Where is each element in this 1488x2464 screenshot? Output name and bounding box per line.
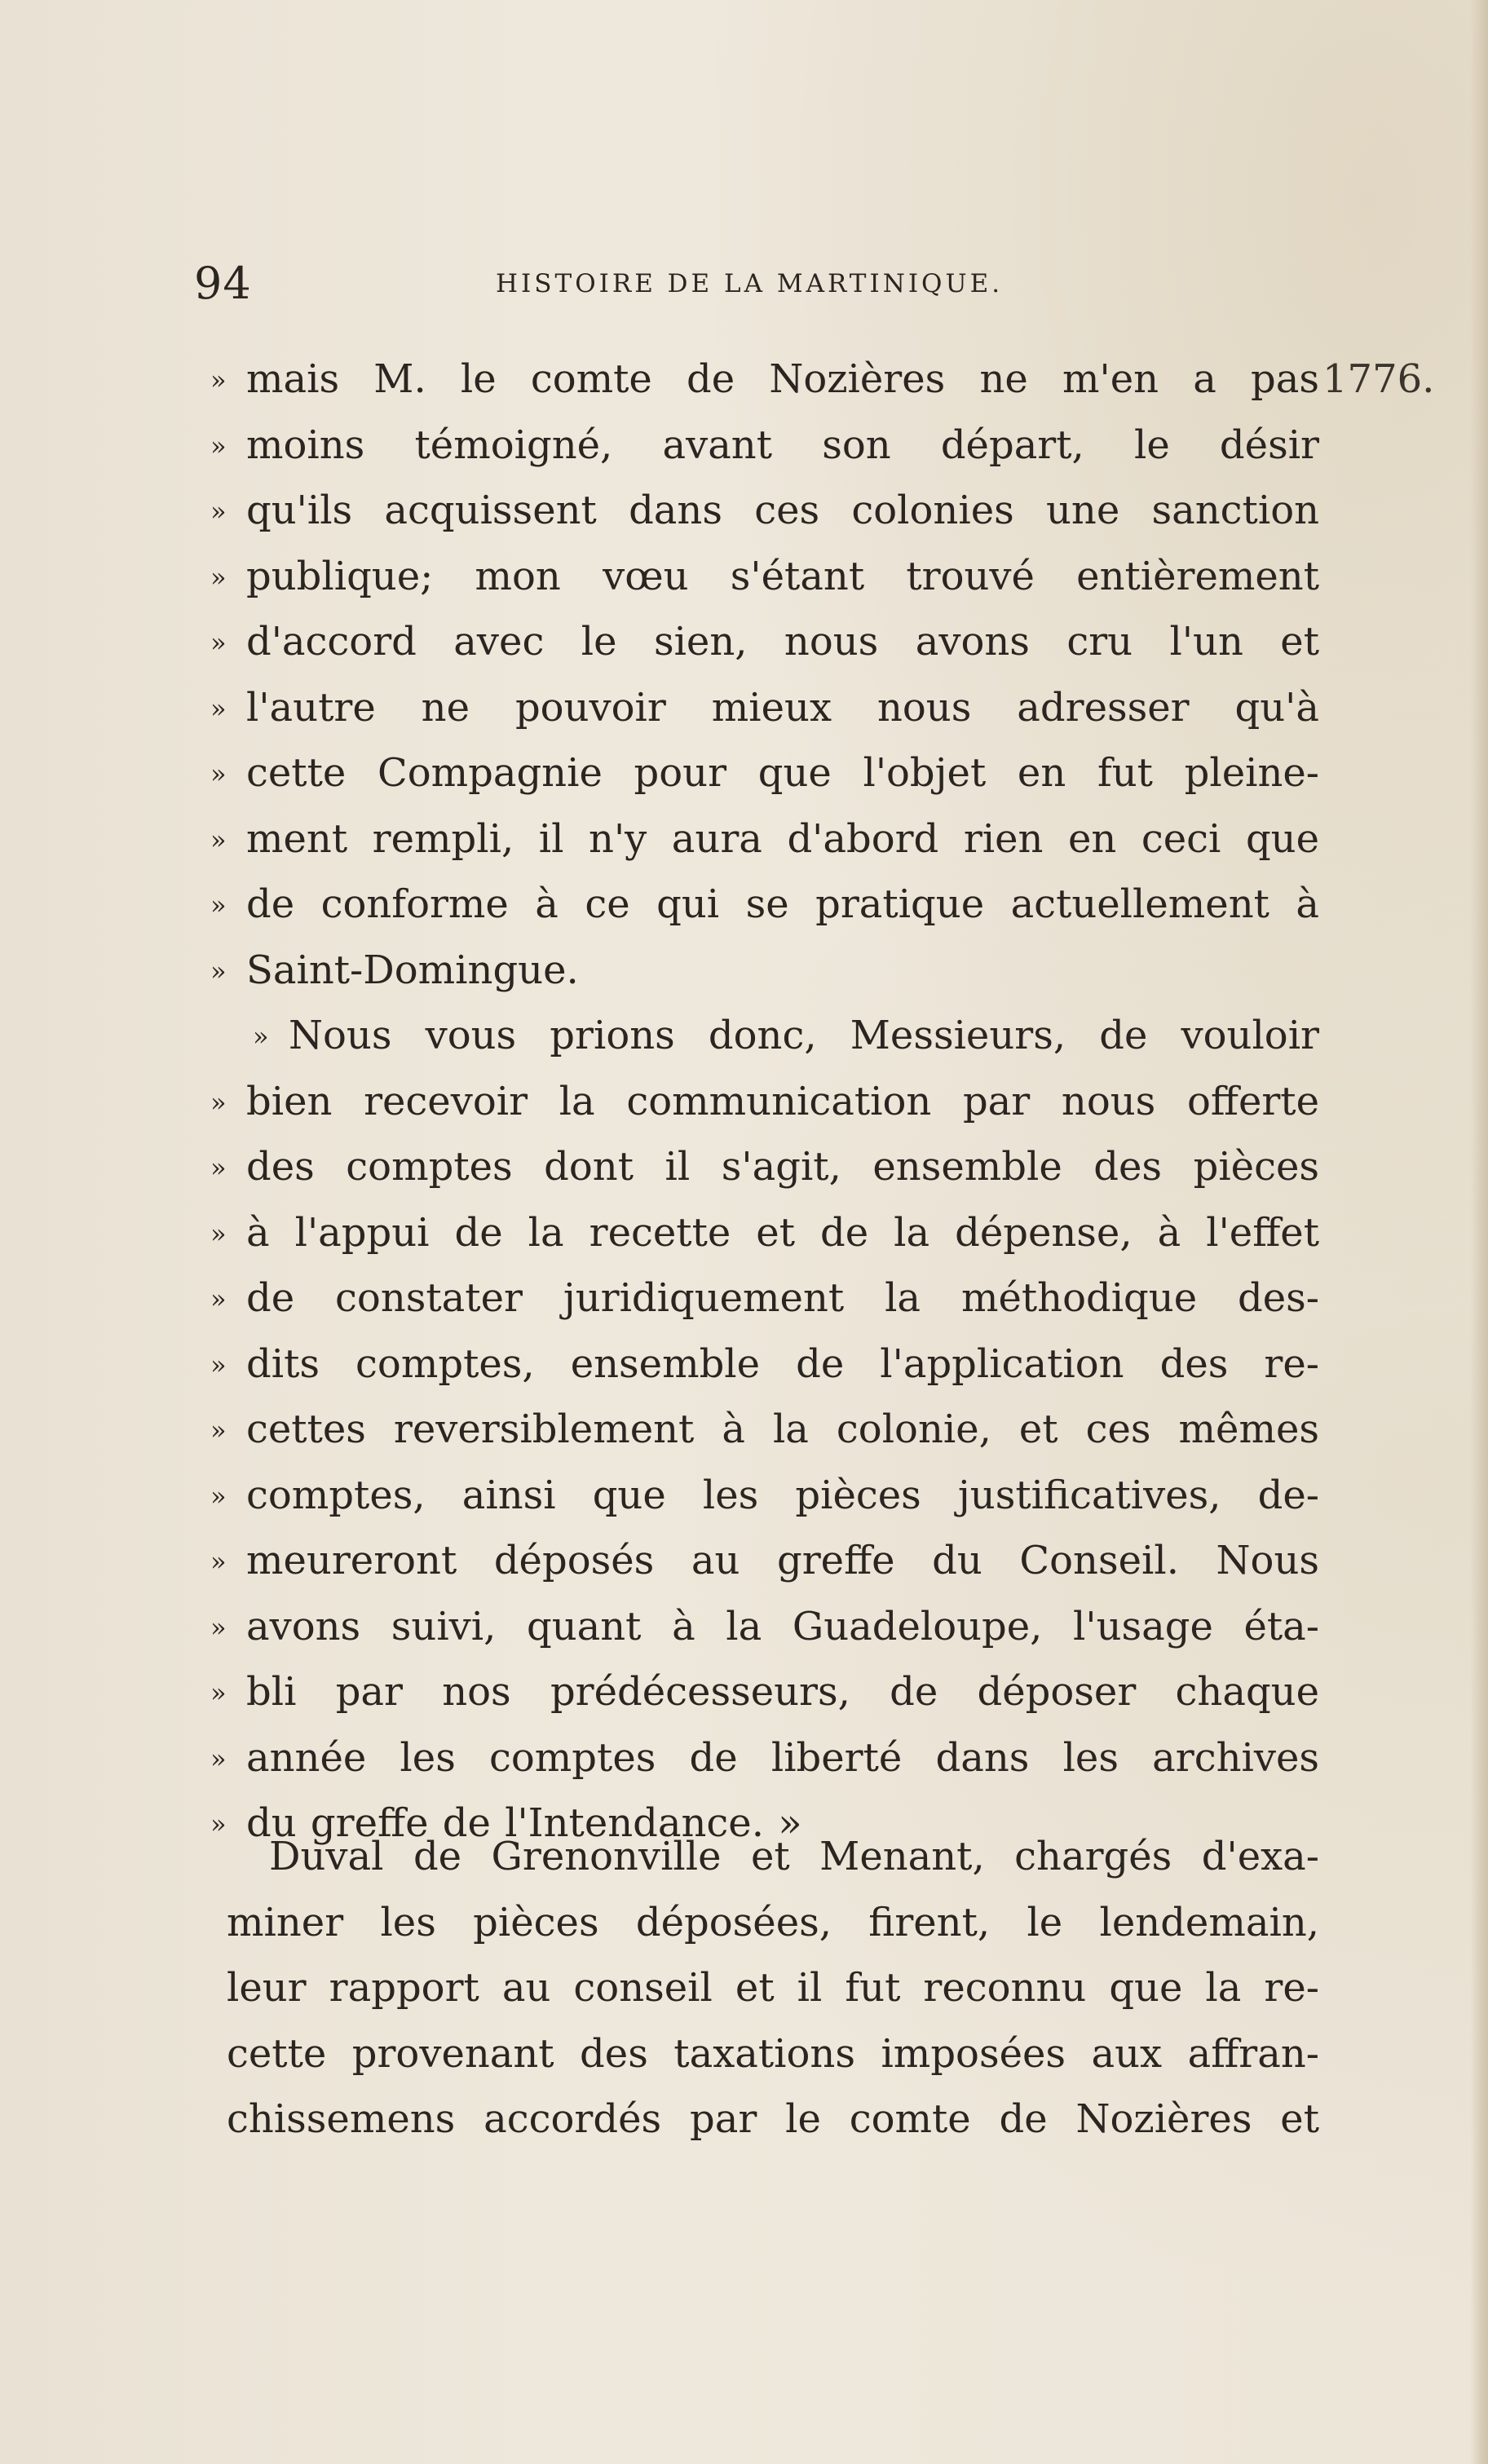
quote-mark: » <box>210 1217 227 1249</box>
page-number: 94 <box>194 258 252 309</box>
line-text: de constater juridiquement la méthodique des- <box>246 1275 1319 1321</box>
line-text: Saint-Domingue. <box>246 947 579 993</box>
line-text: avons suivi, quant à la Guadeloupe, l'usage éta- <box>246 1603 1319 1649</box>
quote-mark: » <box>210 692 227 724</box>
line-text: bien recevoir la communication par nous offerte <box>246 1078 1319 1124</box>
line-text: publique; mon vœu s'étant trouvé entièrement <box>246 553 1319 599</box>
text-line <box>210 417 1319 483</box>
line-text: qu'ils acquissent dans ces colonies une sanction <box>246 488 1319 533</box>
line-text: ment rempli, il n'y aura d'abord rien en ceci que <box>246 815 1319 862</box>
line-text: cettes reversiblement à la colonie, et ces mêmes <box>246 1406 1319 1452</box>
line-text: meureront déposés au greffe du Conseil. Nous <box>246 1538 1319 1583</box>
quote-mark: » <box>210 1742 227 1774</box>
text-line <box>210 1336 1319 1402</box>
text-line <box>210 548 1319 614</box>
quote-mark: » <box>210 1349 227 1380</box>
text-line: cette provenant des taxations imposées aux affran- <box>227 2030 1319 2077</box>
text-line: chissemens accordés par le comte de Nozières et <box>227 2096 1319 2142</box>
text-line <box>210 351 1319 417</box>
quote-mark: » <box>210 824 227 855</box>
running-title: HISTOIRE DE LA MARTINIQUE. <box>496 269 1004 298</box>
text-line <box>210 1663 1319 1729</box>
page-header <box>194 259 1172 308</box>
quote-mark: » <box>210 364 227 395</box>
quote-mark: » <box>210 1086 227 1118</box>
line-text: de conforme à ce qui se pratique actuellement à <box>246 881 1319 927</box>
line-text: année les comptes de liberté dans les archives <box>246 1734 1319 1781</box>
quote-mark: » <box>210 496 227 527</box>
text-line: miner les pièces déposées, firent, le lendemain, <box>227 1899 1319 1945</box>
line-text: moins témoigné, avant son départ, le désir <box>246 422 1319 468</box>
quote-mark: » <box>210 1808 227 1839</box>
line-text: bli par nos prédécesseurs, de déposer chaque <box>246 1669 1319 1715</box>
quote-mark: » <box>210 627 227 658</box>
quote-mark: » <box>210 1152 227 1183</box>
quote-mark: » <box>253 1021 269 1052</box>
quote-mark: » <box>210 890 227 921</box>
text-line: Duval de Grenonville et Menant, chargés d'exa- <box>269 1834 1319 1879</box>
quote-mark: » <box>210 1677 227 1708</box>
text-line <box>210 613 1319 679</box>
line-text: l'autre ne pouvoir mieux nous adresser qu'à <box>246 684 1319 731</box>
text-line <box>210 1073 1319 1139</box>
text-line <box>210 1532 1319 1598</box>
text-line: leur rapport au conseil et il fut reconnu que la re- <box>227 1965 1319 2011</box>
text-line <box>210 744 1319 810</box>
text-line <box>210 1204 1319 1270</box>
text-line <box>210 1598 1319 1664</box>
text-line <box>210 876 1319 942</box>
text-line <box>210 1729 1319 1795</box>
quote-mark: » <box>210 1283 227 1314</box>
quote-mark: » <box>210 1415 227 1446</box>
quote-mark: » <box>210 1546 227 1577</box>
text-line <box>210 1007 1319 1073</box>
text-line <box>210 1467 1319 1533</box>
margin-date-note: 1776. <box>1322 356 1435 402</box>
quote-mark: » <box>210 430 227 461</box>
text-line <box>210 1401 1319 1467</box>
page-edge-shadow <box>1470 0 1488 2464</box>
quote-mark: » <box>210 955 227 987</box>
text-line <box>210 810 1319 877</box>
quoted-passage <box>210 351 1319 1861</box>
body-paragraph <box>210 1828 1319 2157</box>
line-text: dits comptes, ensemble de l'application des re- <box>246 1340 1319 1387</box>
quote-mark: » <box>210 758 227 789</box>
line-text: comptes, ainsi que les pièces justificatives, de- <box>246 1472 1319 1518</box>
quote-mark: » <box>210 561 227 593</box>
line-text: à l'appui de la recette et de la dépense, à l'effet <box>246 1209 1319 1256</box>
text-line <box>210 1270 1319 1336</box>
line-text: d'accord avec le sien, nous avons cru l'un et <box>246 619 1319 665</box>
quote-mark: » <box>210 1480 227 1512</box>
text-line <box>210 1138 1319 1204</box>
line-text: du greffe de l'Intendance. » <box>246 1800 802 1846</box>
quote-mark: » <box>210 1611 227 1643</box>
line-text: cette Compagnie pour que l'objet en fut pleine- <box>246 750 1319 796</box>
line-text: mais M. le comte de Nozières ne m'en a pas <box>246 356 1319 402</box>
line-text: Nous vous prions donc, Messieurs, de vouloir <box>289 1013 1319 1058</box>
text-line <box>210 679 1319 745</box>
text-line <box>210 942 1319 1008</box>
line-text: des comptes dont il s'agit, ensemble des pièces <box>246 1144 1319 1190</box>
text-line <box>210 482 1319 548</box>
